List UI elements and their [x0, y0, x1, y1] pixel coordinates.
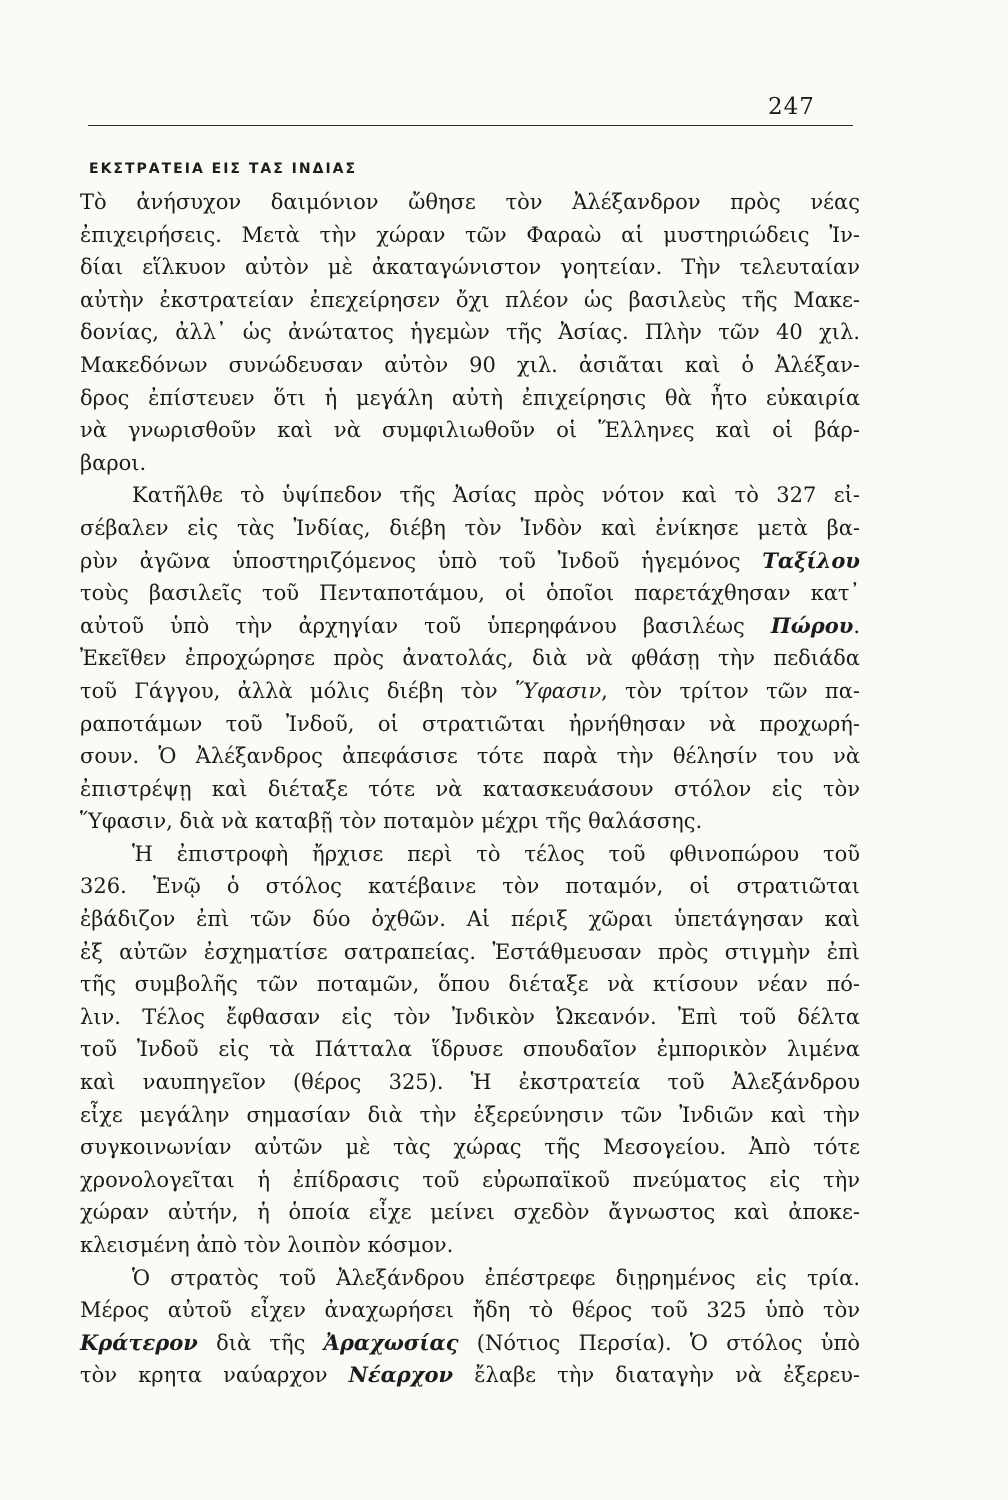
text-line — [80, 610, 860, 643]
text-run: διὰ τῆς — [197, 1330, 324, 1355]
text-line — [80, 1327, 860, 1360]
page-number: 247 — [768, 94, 815, 120]
text-line: χώραν αὐτήν, ἡ ὁποία εἶχε μείνει σχεδὸν ἄγνωστος καὶ ἀποκε- — [80, 1200, 860, 1225]
text-line: ἐξ αὐτῶν ἐσχηματίσε σατραπείας. Ἐστάθμευσαν πρὸς στιγμὴν ἐπὶ — [80, 939, 860, 964]
header-rule — [88, 125, 853, 126]
place-name: Ἀραχωσίας — [323, 1329, 459, 1355]
text-line: Μακεδόνων συνώδευσαν αὐτὸν 90 χιλ. ἀσιᾶται καὶ ὁ Ἀλέξαν- — [80, 352, 860, 377]
text-line: Ἡ ἐπιστροφὴ ἤρχισε περὶ τὸ τέλος τοῦ φθινοπώρου τοῦ — [132, 841, 860, 866]
text-line — [80, 545, 860, 578]
text-line: Ἐκεῖθεν ἐπροχώρησε πρὸς ἀνατολάς, διὰ νὰ φθάσῃ τὴν πεδιάδα — [80, 646, 860, 671]
text-line: αὐτὴν ἐκστρατείαν ἐπεχείρησεν ὄχι πλέον ὡς βασιλεὺς τῆς Μακε- — [80, 287, 860, 312]
person-name: Πώρου — [770, 612, 854, 638]
body-text — [80, 186, 860, 1392]
text-line: δίαι εἵλκυον αὐτὸν μὲ ἀκαταγώνιστον γοητείαν. Τὴν τελευταίαν — [80, 255, 860, 280]
text-line: λιν. Τέλος ἔφθασαν εἰς τὸν Ἰνδικὸν Ὠκεανόν. Ἐπὶ τοῦ δέλτα — [80, 1004, 860, 1029]
text-line: Κατῆλθε τὸ ὑψίπεδον τῆς Ἀσίας πρὸς νότον καὶ τὸ 327 εἰ- — [132, 483, 860, 508]
text-line: δρος ἐπίστευεν ὅτι ἡ μεγάλη αὐτὴ ἐπιχείρησις θὰ ἦτο εὐκαιρία — [80, 385, 860, 410]
text-line: σέβαλεν εἰς τὰς Ἰνδίας, διέβη τὸν Ἰνδὸν καὶ ἐνίκησε μετὰ βα- — [80, 515, 860, 540]
text-line: τοὺς βασιλεῖς τοῦ Πενταποτάμου, οἱ ὁποῖοι παρετάχθησαν κατ᾽ — [80, 581, 860, 606]
text-line: ἐπιστρέψῃ καὶ διέταξε τότε νὰ κατασκευάσουν στόλον εἰς τὸν — [80, 776, 860, 801]
text-run: (Νότιος Περσία). Ὁ στόλος ὑπὸ — [458, 1330, 861, 1355]
person-name: Ταξίλου — [762, 547, 860, 573]
text-line: βαροι. — [80, 450, 147, 475]
text-run: . — [853, 613, 860, 638]
text-run: , τὸν τρίτον τῶν πα- — [601, 678, 860, 703]
text-line: Τὸ ἀνήσυχον δαιμόνιον ὤθησε τὸν Ἀλέξανδρον πρὸς νέας — [80, 190, 860, 214]
text-run: ρὺν ἀγῶνα ὑποστηριζόμενος ὑπὸ τοῦ Ἰνδοῦ ἡγεμόνος — [80, 548, 763, 573]
running-head: ΕΚΣΤΡΑΤΕΙΑ ΕΙΣ ΤΑΣ ΙΝΔΙΑΣ — [89, 161, 358, 177]
text-line: καὶ ναυπηγεῖον (θέρος 325). Ἡ ἐκστρατεία τοῦ Ἀλεξάνδρου — [80, 1070, 860, 1095]
text-line: χρονολογεῖται ἡ ἐπίδρασις τοῦ εὐρωπαϊκοῦ πνεύματος εἰς τὴν — [80, 1167, 860, 1192]
text-line: τῆς συμβολῆς τῶν ποταμῶν, ὅπου διέταξε νὰ κτίσουν νέαν πό- — [80, 972, 860, 997]
river-name: Ὕφασιν — [515, 678, 602, 703]
text-line: δονίας, ἀλλ᾽ ὡς ἀνώτατος ἡγεμὼν τῆς Ἀσίας. Πλὴν τῶν 40 χιλ. — [80, 320, 860, 345]
text-run: τοῦ Γάγγου, ἀλλὰ μόλις διέβη τὸν — [80, 678, 516, 703]
text-line: τοῦ Ἰνδοῦ εἰς τὰ Πάτταλα ἵδρυσε σπουδαῖον ἐμπορικὸν λιμένα — [80, 1037, 860, 1062]
text-line: κλεισμένη ἀπὸ τὸν λοιπὸν κόσμον. — [80, 1233, 454, 1257]
text-line: Ὕφασιν, διὰ νὰ καταβῇ τὸν ποταμὸν μέχρι τῆς θαλάσσης. — [80, 809, 703, 834]
text-run: αὐτοῦ ὑπὸ τὴν ἀρχηγίαν τοῦ ὑπερηφάνου βασιλέως — [80, 613, 771, 638]
text-line: ραποτάμων τοῦ Ἰνδοῦ, οἱ στρατιῶται ἠρνήθησαν νὰ προχωρή- — [80, 711, 860, 736]
text-line — [80, 1359, 860, 1392]
text-line: 326. Ἐνῷ ὁ στόλος κατέβαινε τὸν ποταμόν, οἱ στρατιῶται — [80, 874, 860, 899]
text-line: ἐπιχειρήσεις. Μετὰ τὴν χώραν τῶν Φαραὼ αἱ μυστηριώδεις Ἰν- — [80, 222, 860, 247]
text-line: συγκοινωνίαν αὐτῶν μὲ τὰς χώρας τῆς Μεσογείου. Ἀπὸ τότε — [80, 1135, 860, 1160]
text-line: Ὁ στρατὸς τοῦ Ἀλεξάνδρου ἐπέστρεφε διῃρημένος εἰς τρία. — [132, 1265, 860, 1290]
text-line: σουν. Ὁ Ἀλέξανδρος ἀπεφάσισε τότε παρὰ τὴν θέλησίν του νὰ — [80, 744, 860, 769]
text-line: εἶχε μεγάλην σημασίαν διὰ τὴν ἐξερεύνησιν τῶν Ἰνδιῶν καὶ τὴν — [80, 1102, 860, 1127]
text-line — [80, 675, 860, 708]
text-line: ἐβάδιζον ἐπὶ τῶν δύο ὀχθῶν. Αἱ πέριξ χῶραι ὑπετάγησαν καὶ — [80, 907, 860, 932]
person-name: Κράτερον — [80, 1329, 198, 1355]
text-line: Μέρος αὐτοῦ εἶχεν ἀναχωρήσει ἤδη τὸ θέρος τοῦ 325 ὑπὸ τὸν — [80, 1298, 860, 1323]
text-line: νὰ γνωρισθοῦν καὶ νὰ συμφιλιωθοῦν οἱ Ἕλληνες καὶ οἱ βάρ- — [80, 418, 860, 443]
person-name: Νέαρχον — [348, 1362, 454, 1388]
text-run: τὸν κρητα ναύαρχον — [80, 1363, 349, 1388]
text-run: ἔλαβε τὴν διαταγὴν νὰ ἐξερευ- — [453, 1363, 860, 1388]
